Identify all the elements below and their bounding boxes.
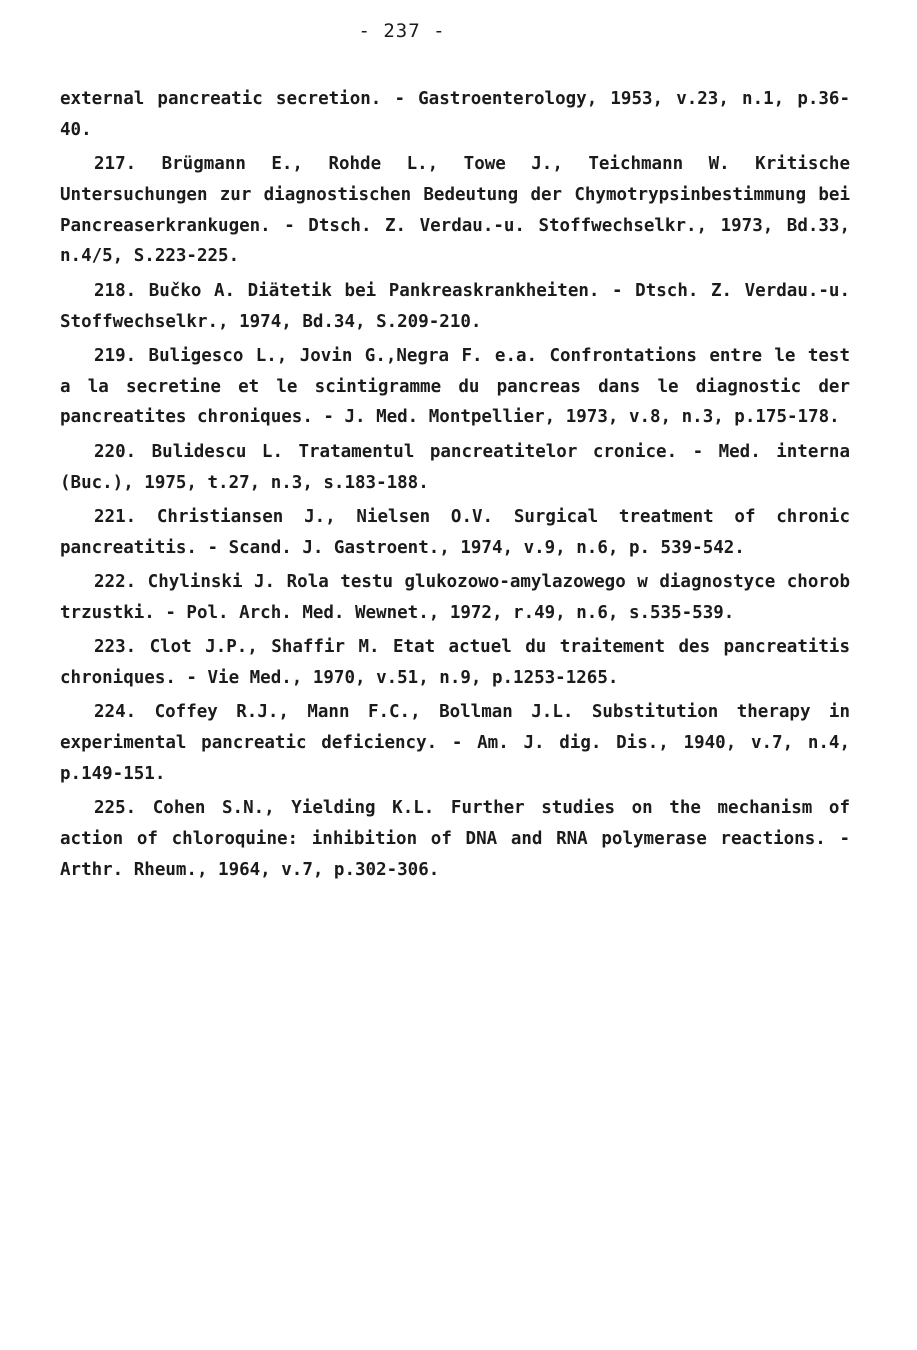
reference-218: 218. Bučko A. Diätetik bei Pankreaskrankheiten. - Dtsch. Z. Verdau.-u. Stoffwechselkr., 1974, Bd.34, S.209-210. (60, 280, 850, 332)
reference-225: 225. Cohen S.N., Yielding K.L. Further studies on the mechanism of action of chloroquine: inhibition of DNA and RNA polymerase reactions. - Arthr. Rheum., 1964, v.7, p.302-306. (60, 798, 850, 880)
reference-223: 223. Clot J.P., Shaffir M. Etat actuel du traitement des pancreatitis chroniques. - Vie Med., 1970, v.51, n.9, p.1253-1265. (60, 637, 850, 688)
reference-220: 220. Bulidescu L. Tratamentul pancreatitelor cronice. - Med. interna (Buc.), 1975, t.27, n.3, s.183-188. (60, 441, 850, 493)
reference-list (60, 84, 850, 885)
reference-222: 222. Chylinski J. Rola testu glukozowo-amylazowego w diagnostyce chorob trzustki. - Pol. Arch. Med. Wewnet., 1972, r.49, n.6, s.535-539. (60, 571, 850, 623)
reference-224: 224. Coffey R.J., Mann F.C., Bollman J.L. Substitution therapy in experimental pancreatic deficiency. - Am. J. dig. Dis., 1940, v.7, n.4, p.149-151. (60, 702, 850, 784)
reference-221: 221. Christiansen J., Nielsen O.V. Surgical treatment of chronic pancreatitis. - Scand. J. Gastroent., 1974, v.9, n.6, p. 539-542. (60, 506, 850, 558)
page-number: - 237 - (358, 20, 446, 42)
reference-continuation: external pancreatic secretion. - Gastroenterology, 1953, v.23, n.1, p.36-40. (60, 89, 850, 140)
reference-219: 219. Buligesco L., Jovin G.,Negra F. e.a. Confrontations entre le test a la secretine et le scintigramme du pancreas dans le diagnostic der pancreatites chroniques. - J. Med. Montpellier, 1973, v.8, n.3, p.175-178. (60, 345, 850, 428)
reference-217: 217. Brügmann E., Rohde L., Towe J., Teichmann W. Kritische Untersuchungen zur diagnostischen Bedeutung der Chymotrypsinbestimmung bei Pancreaserkrankugen. - Dtsch. Z. Verdau.-u. Stoffwechselkr., 1973, Bd.33, n.4/5, S.223-225. (60, 154, 850, 267)
